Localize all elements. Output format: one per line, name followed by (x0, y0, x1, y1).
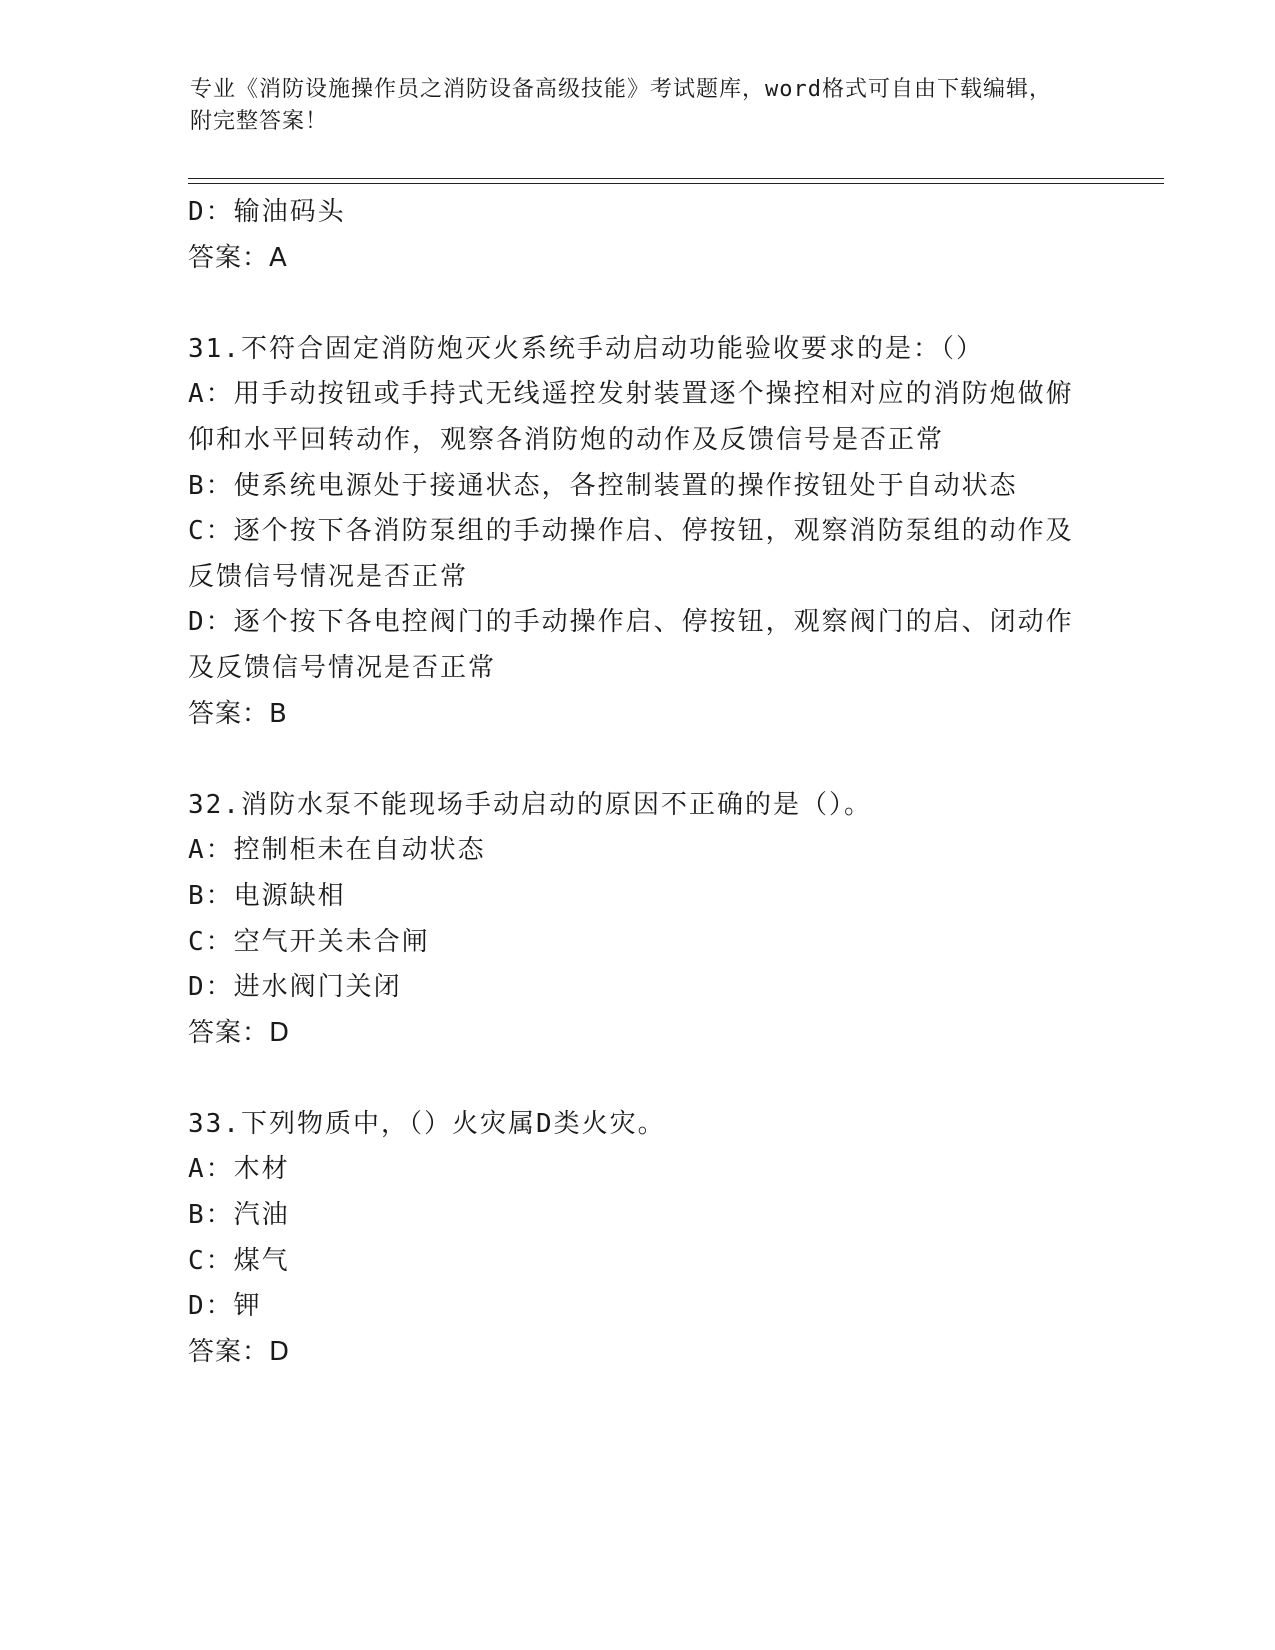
prev-answer: 答案：A (188, 242, 288, 273)
answer: 答案：B (188, 698, 288, 729)
option-a: A：用手动按钮或手持式无线遥控发射装置逐个操控相对应的消防炮做俯仰和水平回转动作，观察各消防炮的动作及反馈信号是否正常 (188, 379, 1074, 455)
prev-option-d: D：输油码头 (188, 197, 346, 227)
document-body (188, 190, 1088, 1375)
spacer (188, 737, 1088, 783)
option-d: D：逐个按下各电控阀门的手动操作启、停按钮，观察阀门的启、闭动作及反馈信号情况是否正常 (188, 607, 1074, 683)
spacer (188, 281, 1088, 327)
question-31 (188, 327, 1088, 737)
page-header: 专业《消防设施操作员之消防设备高级技能》考试题库，word格式可自由下载编辑，附完整答案！ (190, 77, 1052, 134)
spacer (188, 1056, 1088, 1102)
question-32 (188, 783, 1088, 1057)
option-a: A：木材 (188, 1154, 290, 1185)
option-d: D：进水阀门关闭 (188, 972, 402, 1003)
header-divider (188, 178, 1164, 184)
answer: 答案：D (188, 1017, 291, 1048)
option-b: B：使系统电源处于接通状态，各控制装置的操作按钮处于自动状态 (188, 470, 1018, 501)
question-stem: 32.消防水泵不能现场手动启动的原因不正确的是（）。 (188, 789, 872, 820)
option-c: C：煤气 (188, 1245, 290, 1276)
option-d: D：钾 (188, 1291, 262, 1322)
question-stem: 33.下列物质中，（）火灾属D类火灾。 (188, 1108, 666, 1139)
option-c: C：空气开关未合闸 (188, 926, 430, 957)
answer: 答案：D (188, 1336, 291, 1367)
option-b: B：汽油 (188, 1200, 290, 1231)
option-b: B：电源缺相 (188, 880, 346, 911)
question-33 (188, 1102, 1088, 1376)
option-a: A：控制柜未在自动状态 (188, 835, 486, 866)
question-stem: 31.不符合固定消防炮灭火系统手动启动功能验收要求的是：（） (188, 333, 984, 364)
option-c: C：逐个按下各消防泵组的手动操作启、停按钮，观察消防泵组的动作及反馈信号情况是否正常 (188, 516, 1074, 592)
